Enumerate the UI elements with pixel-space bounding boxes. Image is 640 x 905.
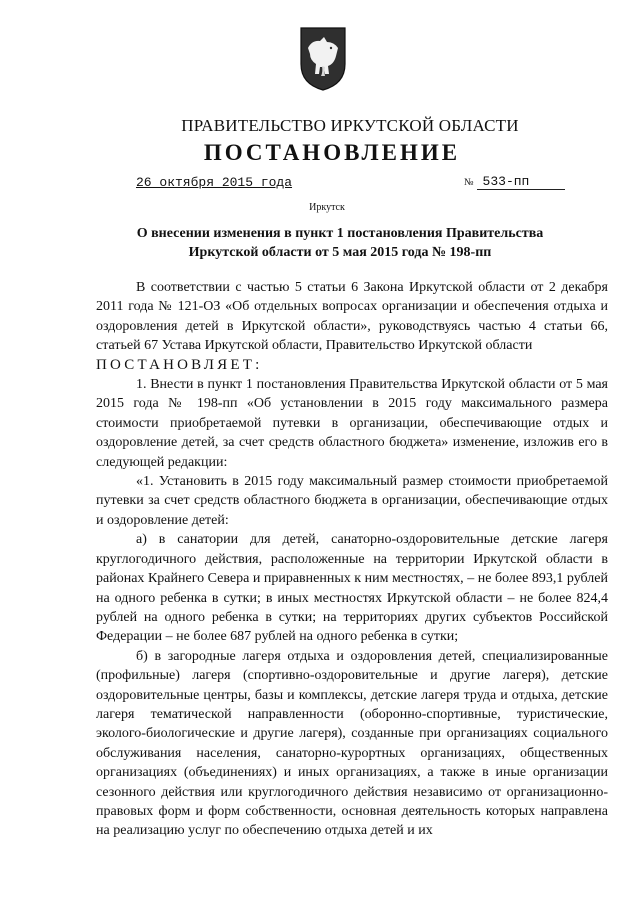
- document-date: [136, 175, 292, 190]
- item-1-paragraph: 1. Внести в пункт 1 постановления Правительства Иркутской области от 5 мая 2015 года № 198-пп «Об установлении в 2015 году максимального размера стоимости приобретаемой путевки в организации, обеспечивающие отдых и оздоровление детей, за счет средств областного бюджета» изменение, изложив его в следующей редакции:: [96, 377, 608, 470]
- document-type-title: ПОСТАНОВЛЕНИЕ: [203, 140, 461, 165]
- document-date-value: 26 октября 2015 года: [136, 175, 293, 190]
- irkutsk-coat-of-arms-icon: [298, 26, 348, 92]
- document-number-value: 533-пп: [477, 174, 565, 190]
- document-number: [464, 174, 565, 190]
- city-name: Иркутск: [309, 202, 345, 213]
- subitem-b-paragraph: б) в загородные лагеря отдыха и оздоровления детей, специализированные (профильные) лагеря (спортивно-оздоровительные и другие лагеря), детские оздоровительные центры, базы и комплексы, детские лагеря труда и отдыха, детские лагеря тематической направленности (оборонно-спортивные, туристические, эколого-биологические и другие лагеря), созданные при организациях социального обслуживания населения, санаторно-курортных организациях, общественных организациях (объединениях) и иных организациях, а также в иные организации сезонного действия или круглогодичного действия независимо от организационно-правовых форм и форм собственности, основная деятельность которых направлена на реализацию услуг по обеспечению отдыха детей и их: [96, 648, 608, 839]
- number-sign: №: [464, 177, 474, 188]
- preamble-paragraph: В соответствии с частью 5 статьи 6 Закона Иркутской области от 2 декабря 2011 года № 121-ОЗ «Об отдельных вопросах организации и обеспечения отдыха и оздоровления детей в Иркутской области», руководствуясь частью 4 статьи 66, статьей 67 Устава Иркутской области, Правительство Иркутской области: [96, 280, 608, 354]
- document-subject: [100, 224, 580, 262]
- document-body: [96, 278, 608, 841]
- subject-line-1: О внесении изменения в пункт 1 постановления Правительства: [136, 226, 544, 241]
- subitem-a-paragraph: а) в санатории для детей, санаторно-оздоровительные детские лагеря круглогодичного действия, расположенные на территории Иркутской области в районах Крайнего Севера и приравненных к ним местностях, – не более 893,1 рублей на одного ребенка в сутки; в иных местностях Иркутской области – не более 824,4 рублей на одного ребенка в сутки; на территориях других субъектов Российской Федерации – не более 687 рублей на одного ребенка в сутки;: [96, 532, 608, 645]
- quote-item-1-paragraph: «1. Установить в 2015 году максимальный размер стоимости приобретаемой путевки за счет средств областного бюджета в организации, обеспечивающие отдых и оздоровление детей:: [96, 474, 608, 528]
- subject-line-2: Иркутской области от 5 мая 2015 года № 198-пп: [188, 245, 492, 260]
- decree-heading: ПОСТАНОВЛЯЕТ:: [96, 356, 263, 373]
- government-name: ПРАВИТЕЛЬСТВО ИРКУТСКОЙ ОБЛАСТИ: [181, 116, 519, 135]
